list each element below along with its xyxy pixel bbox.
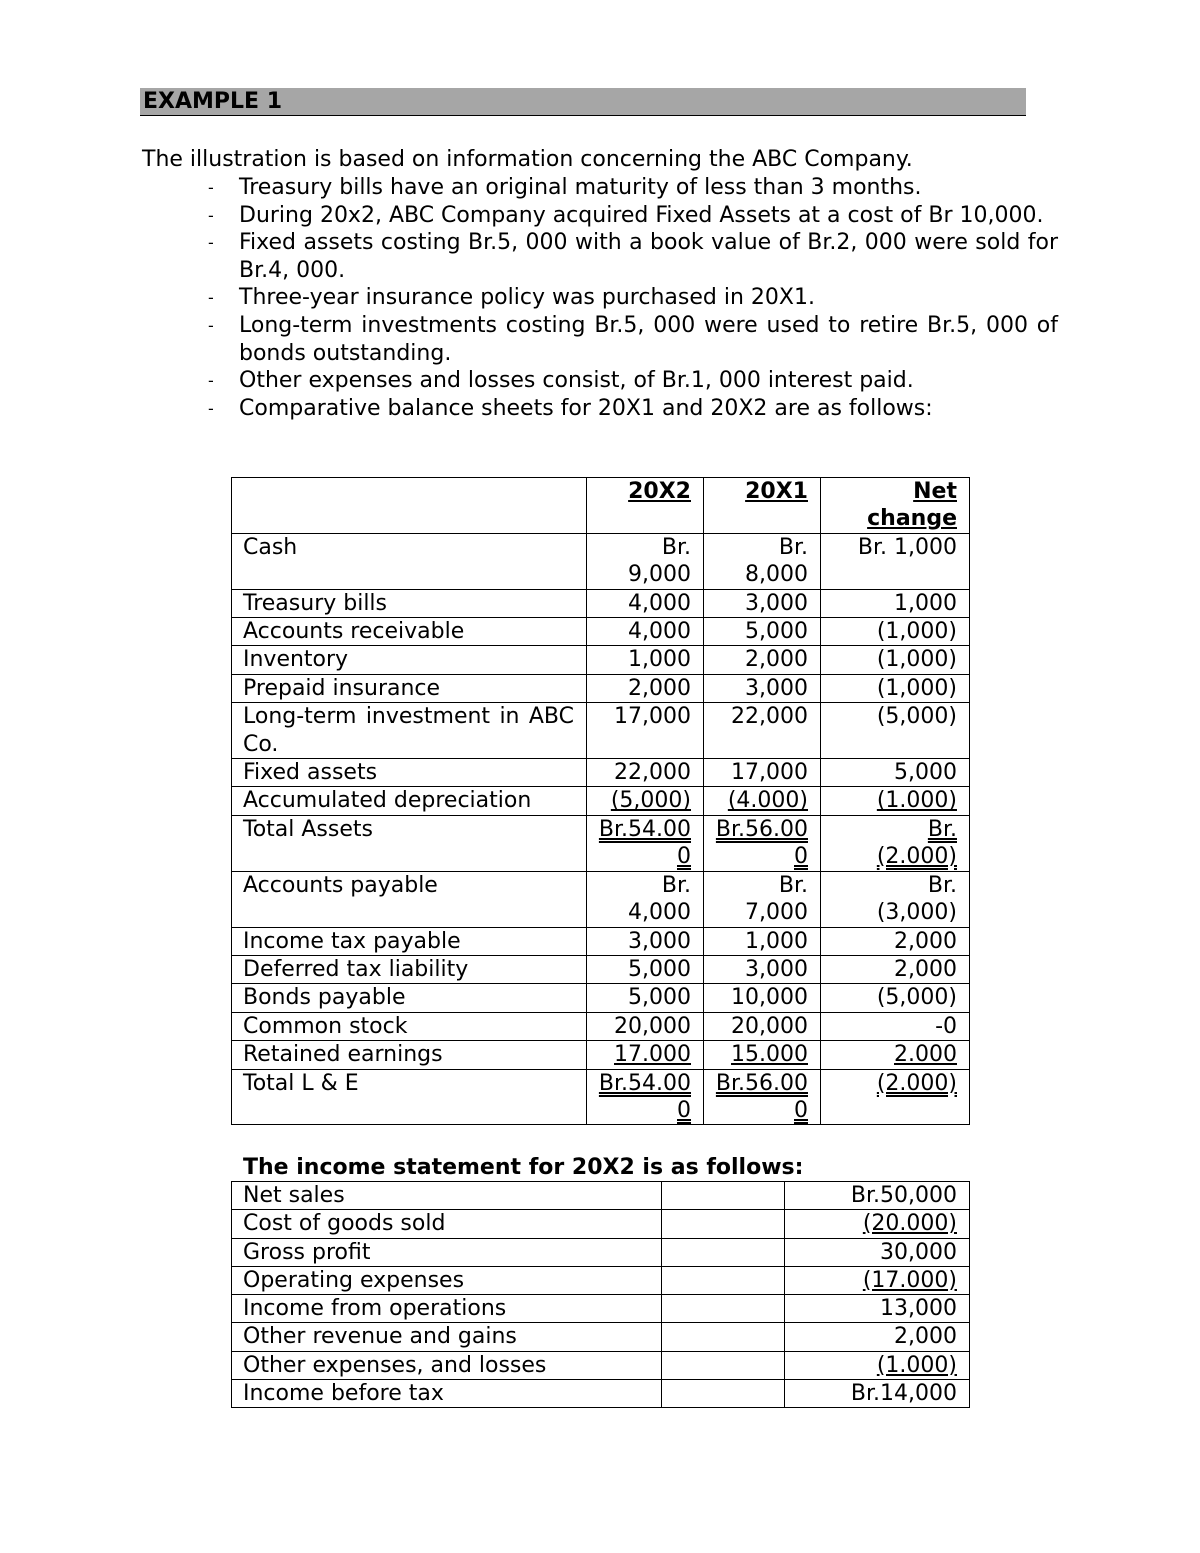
value-net-change: 5,000 [821, 759, 970, 787]
value-net-change: (1,000) [821, 618, 970, 646]
dash-bullet-icon: - [208, 178, 214, 197]
table-row [232, 646, 970, 674]
table-row [232, 1380, 970, 1408]
dash-bullet-icon: - [208, 288, 214, 308]
row-label: Accumulated depreciation [232, 787, 587, 815]
row-value: Br.50,000 [785, 1182, 970, 1210]
row-label: Total L & E [232, 1069, 587, 1125]
empty-cell [662, 1238, 785, 1266]
income-statement-table [231, 1181, 970, 1408]
value-20x2: 20,000 [587, 1012, 704, 1040]
value-net-change: 2,000 [821, 955, 970, 983]
dash-bullet-icon: - [208, 205, 214, 225]
row-label: Other revenue and gains [232, 1323, 662, 1351]
value-20x2: 5,000 [587, 984, 704, 1012]
row-value: Br.14,000 [785, 1380, 970, 1408]
value-20x2: Br. 4,000 [587, 871, 704, 927]
dash-bullet-icon: - [208, 315, 214, 335]
value-20x1: 3,000 [704, 955, 821, 983]
row-value: 13,000 [785, 1295, 970, 1323]
value-net-change: (1.000) [821, 787, 970, 815]
table-row [232, 955, 970, 983]
empty-cell [662, 1266, 785, 1294]
table-row [232, 871, 970, 927]
row-label: Retained earnings [232, 1041, 587, 1069]
row-label: Income from operations [232, 1295, 662, 1323]
table-row [232, 1012, 970, 1040]
header-cell [232, 478, 587, 534]
value-20x2: 17,000 [587, 703, 704, 759]
value-20x1: 10,000 [704, 984, 821, 1012]
value-20x2: 4,000 [587, 589, 704, 617]
list-item: - Comparative balance sheets for 20X1 and 20X2 are as follows: [208, 395, 933, 421]
dash-bullet-icon: - [208, 398, 214, 418]
row-label: Income tax payable [232, 927, 587, 955]
row-label: Operating expenses [232, 1266, 662, 1294]
table-row [232, 703, 970, 759]
table-row [232, 1041, 970, 1069]
row-value: (20.000) [785, 1210, 970, 1238]
table-row [232, 1238, 970, 1266]
row-label: Net sales [232, 1182, 662, 1210]
list-item: - Long-term investments costing Br.5, 000 were used to retire Br.5, 000 of bonds outstanding. [208, 312, 1058, 366]
list-item: - During 20x2, ABC Company acquired Fixed Assets at a cost of Br 10,000. [208, 202, 1044, 228]
empty-cell [662, 1323, 785, 1351]
value-20x2: Br.54.000 [587, 1069, 704, 1125]
value-20x2: Br. 9,000 [587, 533, 704, 589]
value-20x1: 5,000 [704, 618, 821, 646]
row-value: (17.000) [785, 1266, 970, 1294]
intro-paragraph: The illustration is based on information concerning the ABC Company. [142, 147, 913, 172]
value-net-change: (5,000) [821, 703, 970, 759]
header-cell-20x2: 20X2 [587, 478, 704, 534]
value-20x1: 22,000 [704, 703, 821, 759]
dash-bullet-icon: - [208, 233, 214, 253]
example-heading: EXAMPLE 1 [140, 88, 1026, 116]
value-20x2: 5,000 [587, 955, 704, 983]
row-label: Common stock [232, 1012, 587, 1040]
income-statement-title: The income statement for 20X2 is as follows: [243, 1155, 804, 1180]
value-20x1: Br.56.000 [704, 815, 821, 871]
value-20x1: 15.000 [704, 1041, 821, 1069]
value-20x1: 3,000 [704, 674, 821, 702]
row-label: Income before tax [232, 1380, 662, 1408]
table-row [232, 1210, 970, 1238]
value-20x2: Br.54.000 [587, 815, 704, 871]
value-20x1: Br. 7,000 [704, 871, 821, 927]
empty-cell [662, 1210, 785, 1238]
value-20x1: 2,000 [704, 646, 821, 674]
value-20x1: 17,000 [704, 759, 821, 787]
balance-sheet-table [231, 477, 970, 1125]
empty-cell [662, 1351, 785, 1379]
value-net-change: 1,000 [821, 589, 970, 617]
row-label: Other expenses, and losses [232, 1351, 662, 1379]
row-label: Accounts receivable [232, 618, 587, 646]
empty-cell [662, 1380, 785, 1408]
value-20x2: 1,000 [587, 646, 704, 674]
value-20x2: 2,000 [587, 674, 704, 702]
row-label: Total Assets [232, 815, 587, 871]
value-20x1: Br.56.000 [704, 1069, 821, 1125]
list-item: - Treasury bills have an original maturity of less than 3 months. [208, 175, 922, 200]
value-20x2: 3,000 [587, 927, 704, 955]
table-header-row [232, 478, 970, 534]
list-item: - Fixed assets costing Br.5, 000 with a book value of Br.2, 000 were sold for Br.4, 000. [208, 230, 1058, 283]
value-net-change: (1,000) [821, 674, 970, 702]
row-value: (1.000) [785, 1351, 970, 1379]
empty-cell [662, 1182, 785, 1210]
value-net-change: Br. (2.000) [821, 815, 970, 871]
row-label: Long-term investment in ABC Co. [232, 703, 587, 759]
facts-list [208, 174, 1058, 422]
table-row [232, 815, 970, 871]
row-label: Prepaid insurance [232, 674, 587, 702]
table-row [232, 1295, 970, 1323]
table-row [232, 618, 970, 646]
value-20x1: 3,000 [704, 589, 821, 617]
list-item: - Other expenses and losses consist, of Br.1, 000 interest paid. [208, 368, 914, 394]
value-20x2: (5,000) [587, 787, 704, 815]
row-value: 30,000 [785, 1238, 970, 1266]
table-row [232, 533, 970, 589]
table-row [232, 787, 970, 815]
table-row [232, 1182, 970, 1210]
value-20x2: 17.000 [587, 1041, 704, 1069]
value-20x2: 22,000 [587, 759, 704, 787]
table-row [232, 1266, 970, 1294]
row-label: Gross profit [232, 1238, 662, 1266]
value-net-change: 2.000 [821, 1041, 970, 1069]
table-row [232, 984, 970, 1012]
table-row [232, 1351, 970, 1379]
row-label: Cost of goods sold [232, 1210, 662, 1238]
table-row [232, 674, 970, 702]
table-row [232, 927, 970, 955]
value-20x2: 4,000 [587, 618, 704, 646]
value-net-change: (1,000) [821, 646, 970, 674]
table-row [232, 759, 970, 787]
value-20x1: 20,000 [704, 1012, 821, 1040]
value-20x1: 1,000 [704, 927, 821, 955]
row-label: Inventory [232, 646, 587, 674]
table-row [232, 1323, 970, 1351]
value-net-change: (5,000) [821, 984, 970, 1012]
list-item: - Three-year insurance policy was purchased in 20X1. [208, 285, 815, 311]
row-label: Deferred tax liability [232, 955, 587, 983]
row-label: Bonds payable [232, 984, 587, 1012]
row-label: Fixed assets [232, 759, 587, 787]
row-label: Accounts payable [232, 871, 587, 927]
value-net-change: (2.000) [821, 1069, 970, 1125]
row-label: Cash [232, 533, 587, 589]
header-cell-20x1: 20X1 [704, 478, 821, 534]
dash-bullet-icon: - [208, 371, 214, 391]
value-20x1: Br. 8,000 [704, 533, 821, 589]
value-net-change: Br. (3,000) [821, 871, 970, 927]
header-cell-net-change: Net change [821, 478, 970, 534]
value-20x1: (4.000) [704, 787, 821, 815]
value-net-change: Br. 1,000 [821, 533, 970, 589]
value-net-change: -0 [821, 1012, 970, 1040]
table-row [232, 1069, 970, 1125]
table-row [232, 589, 970, 617]
empty-cell [662, 1295, 785, 1323]
value-net-change: 2,000 [821, 927, 970, 955]
row-value: 2,000 [785, 1323, 970, 1351]
row-label: Treasury bills [232, 589, 587, 617]
